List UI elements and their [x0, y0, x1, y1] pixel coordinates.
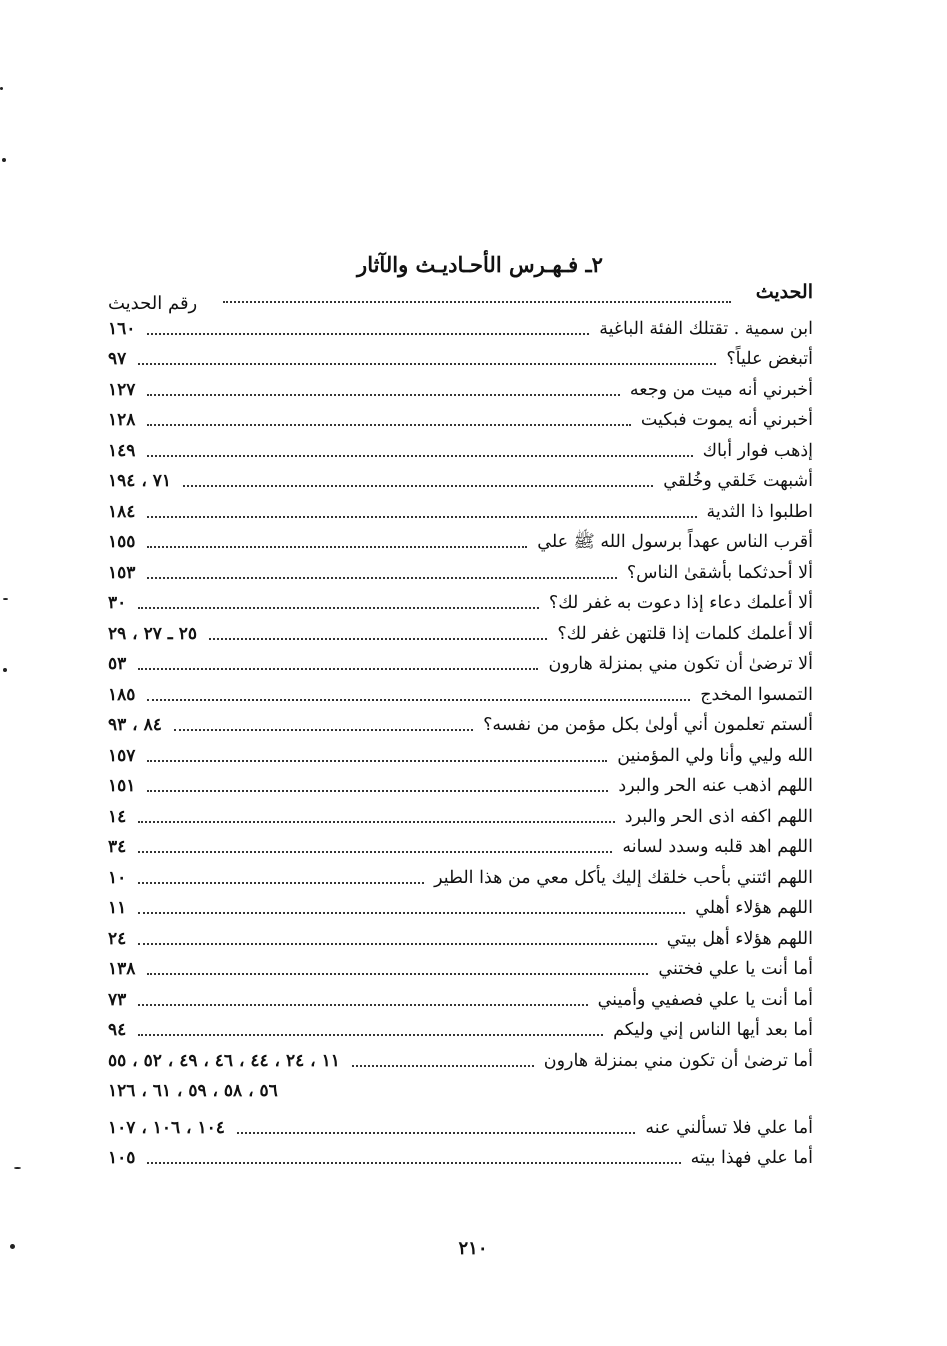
index-entry	[108, 1111, 813, 1142]
index-entry	[108, 678, 813, 709]
index-entry	[108, 373, 813, 404]
dot-leader	[138, 1034, 603, 1036]
entry-number: ١٨٤	[108, 501, 136, 522]
dot-leader	[138, 912, 685, 914]
entry-number: ١٥١	[108, 776, 136, 796]
dot-leader	[138, 851, 612, 853]
dot-leader	[147, 1162, 680, 1164]
page-number: ٢١٠	[458, 1238, 488, 1259]
index-entry	[108, 739, 813, 770]
entry-number: ٣٠	[108, 593, 127, 613]
index-entry	[108, 617, 813, 648]
index-entry	[108, 526, 813, 557]
entry-number: ٨٤ ، ٩٣	[108, 715, 162, 735]
index-entry	[108, 587, 813, 618]
index-entry-continuation	[108, 1075, 813, 1106]
entry-text: ألا أحدثكما بأشقىٰ الناس؟	[626, 562, 813, 583]
entry-number: ٢٤	[108, 928, 127, 949]
entry-number: ٧٣	[108, 989, 127, 1010]
entry-number: ٥٦ ، ٥٨ ، ٥٩ ، ٦١ ، ١٢٦	[108, 1081, 278, 1101]
dot-leader	[138, 943, 657, 945]
entry-number: ١٥٧	[108, 745, 136, 766]
index-entry	[108, 800, 813, 831]
scan-speck	[14, 1167, 21, 1169]
entry-number: ١٢٨	[108, 410, 136, 430]
dot-leader	[147, 790, 608, 792]
scan-speck	[0, 87, 3, 90]
dot-leader	[183, 485, 653, 487]
scan-speck	[3, 598, 8, 600]
dot-leader	[147, 577, 616, 579]
index-entry	[108, 465, 813, 496]
dot-leader	[147, 973, 648, 975]
entry-number: ١٨٥	[108, 684, 136, 705]
index-entry	[108, 1044, 813, 1075]
entry-text: أما علي فهذا بيته	[690, 1148, 813, 1168]
entry-number: ٩٧	[108, 349, 127, 369]
dot-leader	[138, 882, 424, 884]
entry-text: أما ترضىٰ أن تكون مني بمنزلة هارون	[543, 1050, 813, 1071]
scan-speck	[3, 668, 7, 672]
scan-speck	[10, 1244, 15, 1249]
entry-text: اللهم اذهب عنه الحر والبرد	[618, 776, 813, 796]
entry-text: اللهم اهد قلبه وسدد لسانه	[622, 837, 813, 857]
entry-number: ١٠	[108, 867, 127, 888]
entry-number: ١٣٨	[108, 959, 136, 979]
index-entry	[108, 556, 813, 587]
entry-text: أما أنت يا علي فصفيي وأميني	[597, 989, 813, 1010]
index-entry	[108, 1014, 813, 1045]
page-title: ٢ـ فـهـرس الأحـاديـث والآثار	[357, 252, 603, 277]
entry-number: ١٥٥	[108, 532, 136, 552]
entry-number: ٣٤	[108, 837, 127, 857]
entry-number: ١١ ، ٢٤ ، ٤٤ ، ٤٦ ، ٤٩ ، ٥٢ ، ٥٥	[108, 1050, 340, 1071]
entry-text: ابن سمية . تقتلك الفئة الباغية	[599, 318, 813, 339]
entry-text: أما علي فلا تسألني عنه	[645, 1117, 813, 1138]
column-header-row	[108, 281, 813, 314]
index-entry	[108, 983, 813, 1014]
dot-leader	[147, 333, 589, 335]
column-header-number: رقم الحديث	[108, 293, 198, 314]
header-dot-leader	[223, 291, 731, 303]
entry-text: ألا أعلمك دعاء إذا دعوت به غفر لك؟	[548, 593, 813, 613]
dot-leader	[138, 668, 538, 670]
index-entry	[108, 343, 813, 374]
entry-number: ١١	[108, 898, 127, 918]
entry-number: ١٤٩	[108, 440, 136, 461]
dot-leader	[147, 394, 620, 396]
entry-number: ٢٥ ـ ٢٧ ، ٢٩	[108, 623, 197, 644]
entry-text: ألا ترضىٰ أن تكون مني بمنزلة هارون	[548, 654, 813, 674]
entry-number: ٥٣	[108, 654, 127, 674]
index-entry	[108, 434, 813, 465]
dot-leader	[174, 729, 473, 731]
index-entry	[108, 770, 813, 801]
entry-text: ألا أعلمك كلمات إذا قلتهن غفر لك؟	[557, 623, 813, 644]
dot-leader	[352, 1065, 534, 1067]
entry-text: ألستم تعلمون أني أولىٰ بكل مؤمن من نفسه؟	[483, 715, 813, 735]
entry-number: ١٠٥	[108, 1148, 136, 1168]
index-entry	[108, 953, 813, 984]
dot-leader	[147, 516, 696, 518]
index-entry	[108, 892, 813, 923]
entry-number: ٩٤	[108, 1020, 127, 1040]
entry-text: أما بعد أيها الناس إني وليكم	[613, 1020, 813, 1040]
entry-number: ١٤	[108, 806, 127, 827]
dot-leader	[147, 699, 690, 701]
index-entry	[108, 922, 813, 953]
entry-text: أما أنت يا علي فختني	[658, 959, 813, 979]
entry-number: ١٦٠	[108, 318, 136, 339]
dot-leader	[147, 424, 630, 426]
scan-speck	[2, 158, 6, 162]
dot-leader	[138, 1004, 587, 1006]
entry-text: أخبرني أنه ميت من وجعه	[629, 379, 813, 400]
index-entry	[108, 709, 813, 740]
entry-text: أتبغض علياً؟	[726, 349, 813, 369]
entry-text: اللهم اكفه اذى الحر والبرد	[624, 806, 813, 827]
index-entry	[108, 312, 813, 343]
entry-text: الله وليي وأنا ولي المؤمنين	[617, 745, 813, 766]
index-entry	[108, 648, 813, 679]
entry-number: ١٢٧	[108, 379, 136, 400]
index-entry	[108, 1142, 813, 1173]
index-entry	[108, 831, 813, 862]
dot-leader	[138, 607, 539, 609]
dot-leader	[147, 760, 607, 762]
index-entry	[108, 404, 813, 435]
entry-text: أقرب الناس عهداً برسول الله ﷺ علي	[537, 532, 813, 552]
dot-leader	[147, 546, 527, 548]
entry-text: التمسوا المخدج	[700, 684, 813, 705]
entry-text: إذهب فوار أباك	[702, 440, 813, 461]
entry-text: اللهم هؤلاء أهل بيتي	[666, 928, 813, 949]
entry-text: أشبهت خَلقي وخُلقي	[663, 471, 813, 491]
entry-number: ١٠٤ ، ١٠٦ ، ١٠٧	[108, 1117, 225, 1138]
entry-text: اطلبوا ذا الثدية	[706, 501, 813, 522]
dot-leader	[138, 363, 716, 365]
entry-text: أخبرني أنه يموت فبكيت	[640, 410, 813, 430]
index-entries	[108, 312, 813, 1172]
dot-leader	[138, 821, 614, 823]
dot-leader	[237, 1132, 636, 1134]
entry-number: ١٥٣	[108, 562, 136, 583]
column-header-hadith: الحديث	[755, 281, 813, 303]
dot-leader	[209, 638, 547, 640]
index-entry	[108, 861, 813, 892]
dot-leader	[147, 455, 692, 457]
entry-text: اللهم هؤلاء أهلي	[695, 898, 813, 918]
index-entry	[108, 495, 813, 526]
entry-text: اللهم ائتني بأحب خلقك إليك يأكل معي من هذا الطير	[434, 867, 813, 888]
entry-number: ٧١ ، ١٩٤	[108, 471, 171, 491]
